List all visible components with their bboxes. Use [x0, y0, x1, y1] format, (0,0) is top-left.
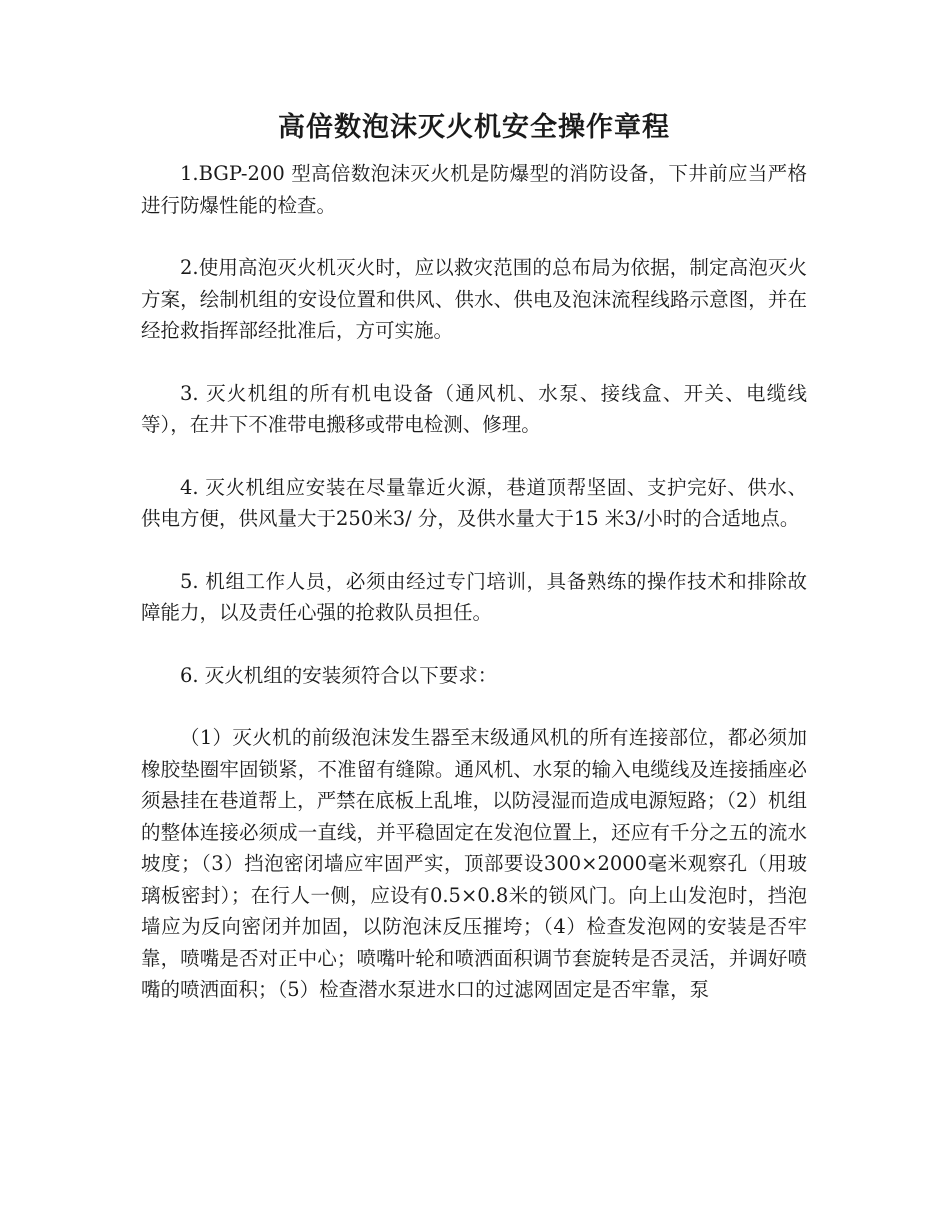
paragraph-7: （1）灭火机的前级泡沫发生器至末级通风机的所有连接部位，都必须加橡胶垫圈牢固锁紧，不准留有缝隙。通风机、水泵的输入电缆线及连接插座必须悬挂在巷道帮上，严禁在底板上乱堆，以防浸湿而造成电源短路；（2）机组的整体连接必须成一直线，并平稳固定在发泡位置上，还应有千分之五的流水坡度；（3）挡泡密闭墙应牢固严实，顶部要设300×2000毫米观察孔（用玻璃板密封）；在行人一侧，应设有0.5×0.8米的锁风门。向上山发泡时，挡泡墙应为反向密闭并加固，以防泡沫反压摧垮；（4）检查发泡网的安装是否牢靠，喷嘴是否对正中心；喷嘴叶轮和喷洒面积调节套旋转是否灵活，并调好喷嘴的喷洒面积；（5）检查潜水泵进水口的过滤网固定是否牢靠，泵 [141, 726, 807, 1001]
paragraph-4: 4. 灭火机组应安装在尽量靠近火源，巷道顶帮坚固、支护完好、供水、供电方便，供风量大于250米3/ 分，及供水量大于15 米3/小时的合适地点。 [141, 475, 807, 530]
paragraph-5: 5. 机组工作人员，必须由经过专门培训，具备熟练的操作技术和排除故障能力，以及责任心强的抢救队员担任。 [141, 569, 807, 624]
paragraph-6: 6. 灭火机组的安装须符合以下要求： [180, 663, 498, 687]
document-title: 高倍数泡沫灭火机安全操作章程 [278, 112, 670, 143]
document-page [141, 108, 807, 1006]
paragraph-3: 3. 灭火机组的所有机电设备（通风机、水泵、接线盒、开关、电缆线等），在井下不准带电搬移或带电检测、修理。 [141, 381, 807, 436]
paragraph-1: 1.BGP-200 型高倍数泡沫灭火机是防爆型的消防设备，下井前应当严格进行防爆性能的检查。 [141, 162, 807, 217]
paragraph-2: 2.使用高泡灭火机灭火时，应以救灾范围的总布局为依据，制定高泡灭火方案，绘制机组的安设位置和供风、供水、供电及泡沫流程线路示意图，并在经抢救指挥部经批准后，方可实施。 [141, 256, 807, 342]
